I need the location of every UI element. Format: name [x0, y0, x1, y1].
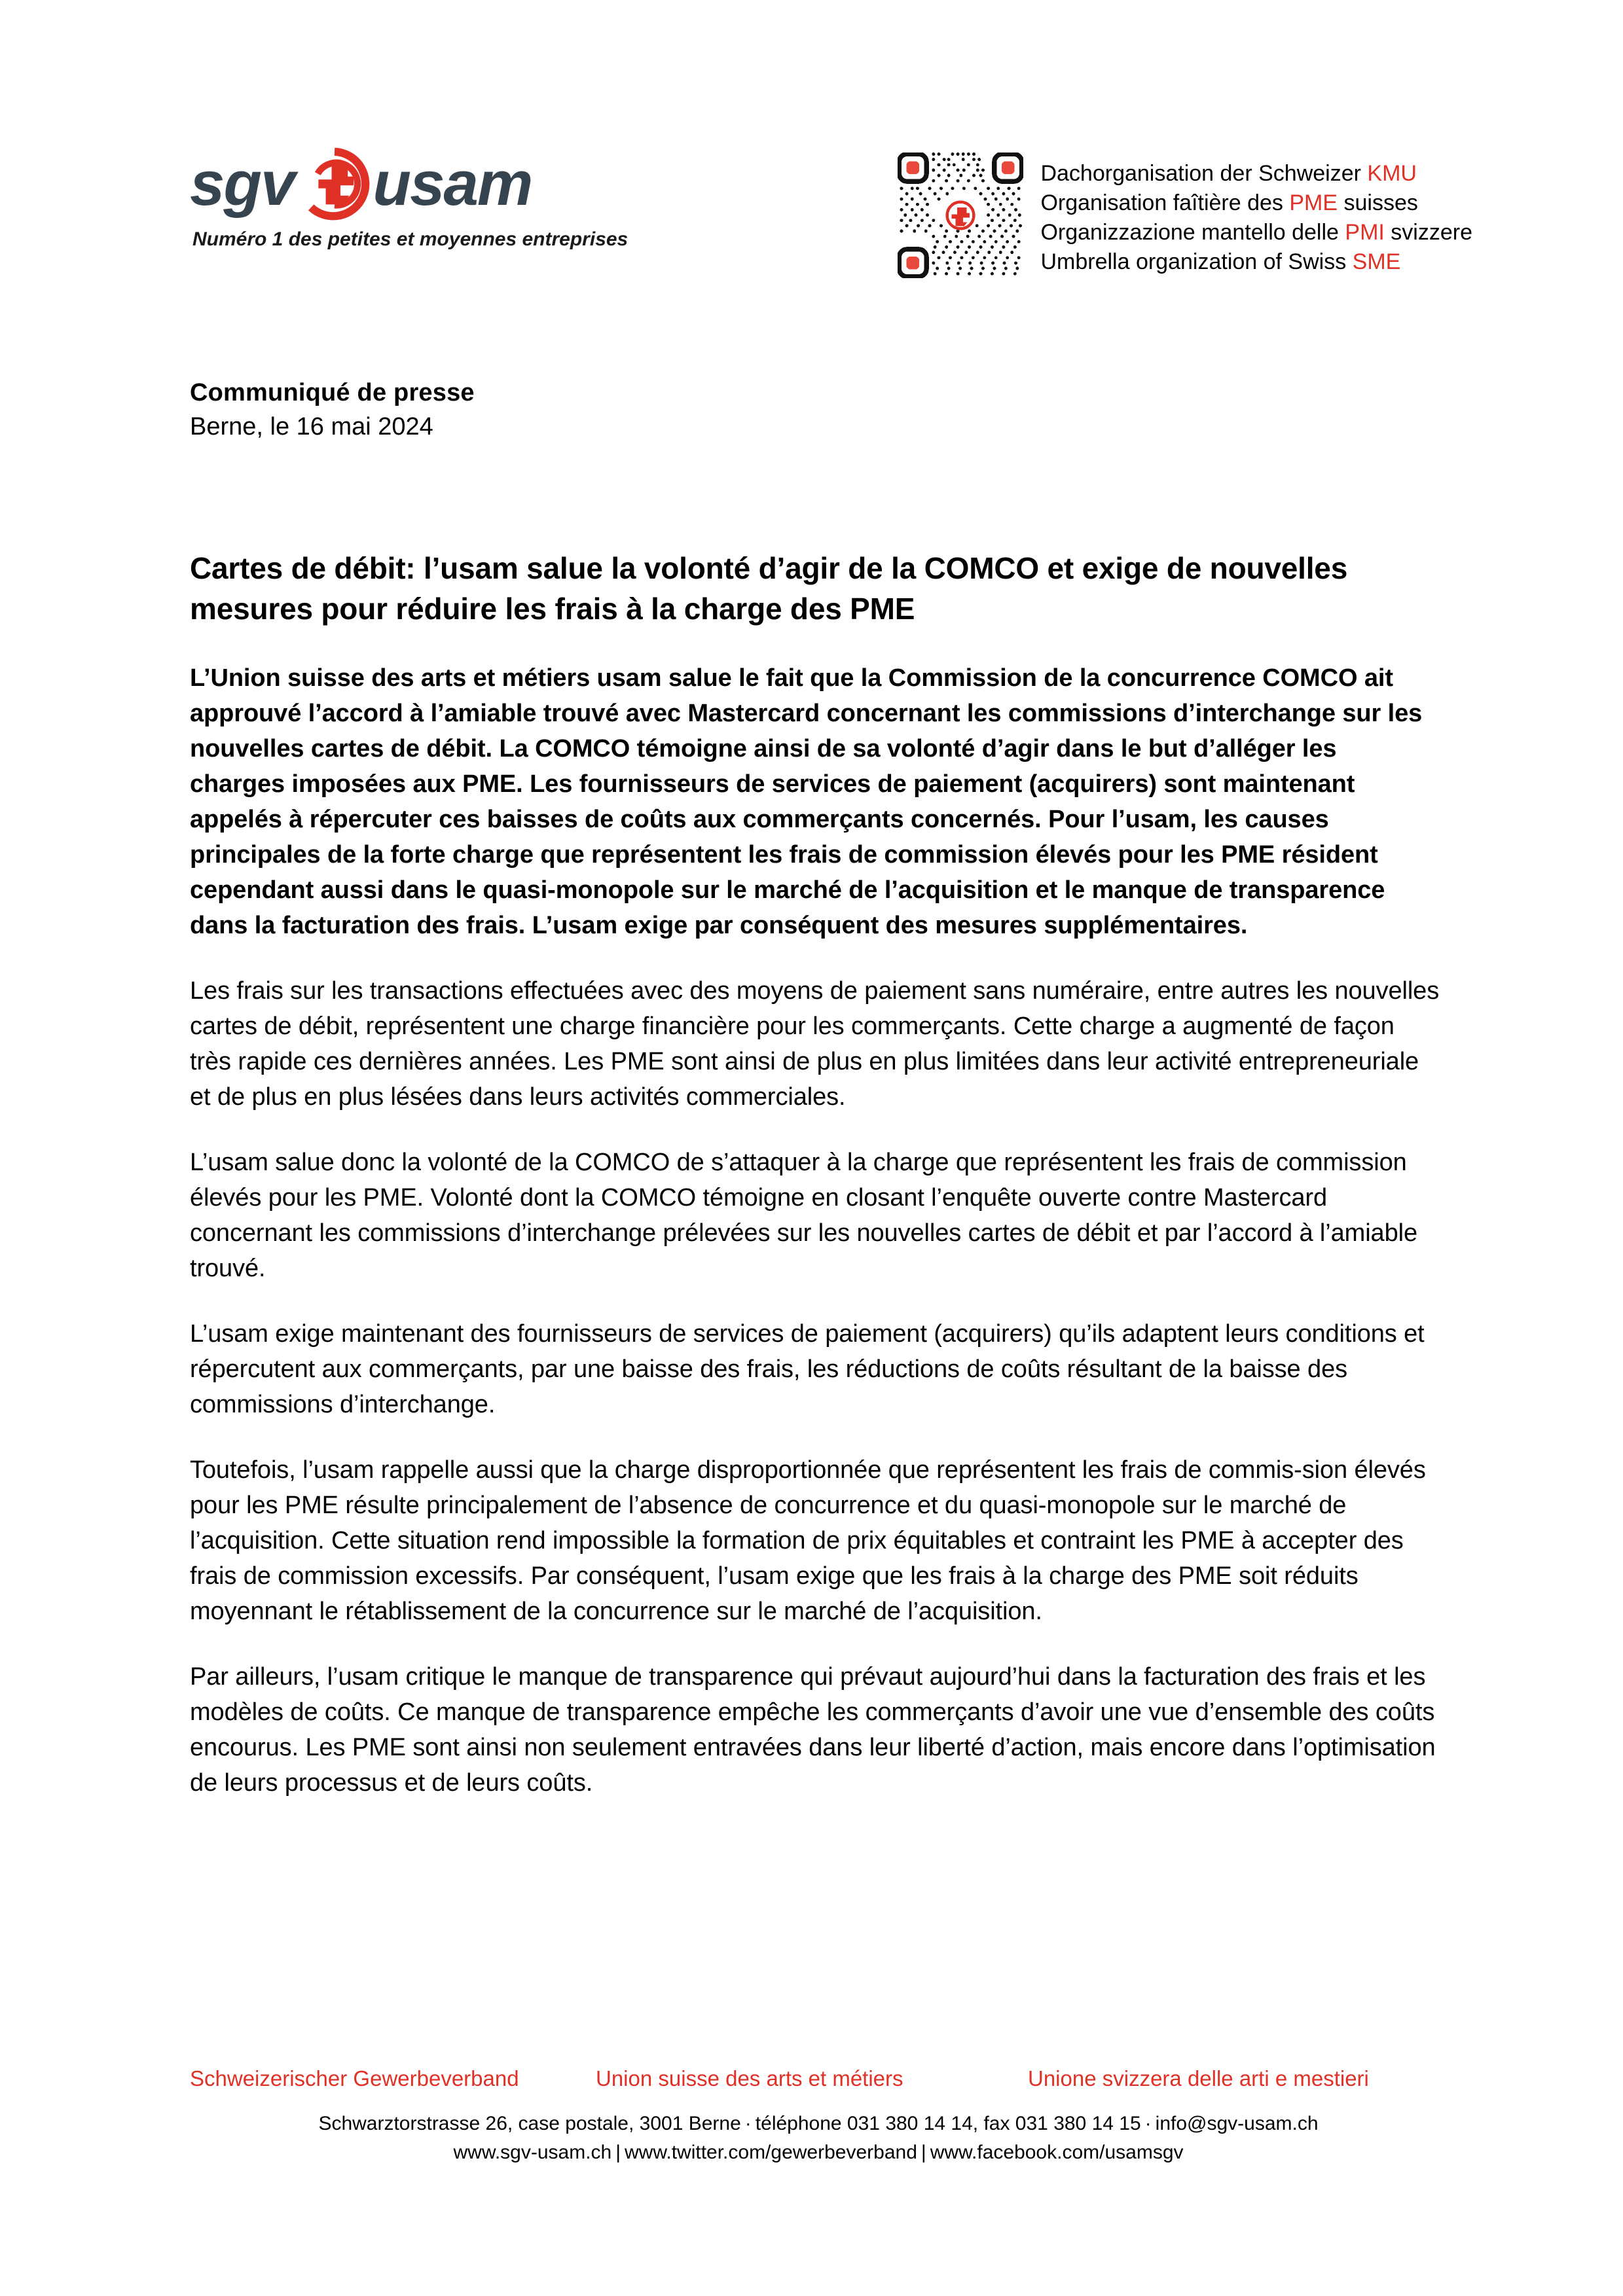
footer-separator-3: |	[615, 2142, 621, 2163]
footer-website-link[interactable]: www.sgv-usam.ch	[453, 2142, 612, 2163]
footer-links-line	[190, 2138, 1447, 2167]
language-line-fr	[1040, 188, 1472, 218]
logo-text-usam: usam	[373, 149, 532, 219]
lang-de-highlight: KMU	[1367, 161, 1417, 186]
footer-phone: téléphone 031 380 14 14, fax 031 380 14 15	[755, 2113, 1141, 2134]
document-body	[190, 376, 1447, 1825]
qr-language-block	[898, 152, 1472, 278]
language-line-de	[1040, 159, 1472, 188]
language-list	[1040, 152, 1472, 277]
dateline: Berne, le 16 mai 2024	[190, 413, 433, 440]
body-paragraph-1: Les frais sur les transactions effectuées avec des moyens de paiement sans numéraire, entre autres les nouvelles cartes de débit, représentent une charge financière pour les commerçants. Cette charge a augmenté de façon très rapide ces dernières années. Les PME sont ainsi de plus en plus limitées dans leur activité entrepreneuriale et de plus en plus lésées dans leurs activités commerciales.	[190, 977, 1440, 1111]
page-title: Cartes de débit: l’usam salue la volonté d’agir de la COMCO et exige de nouvelles mesures pour réduire les frais à la charge des PME	[190, 551, 1348, 626]
lang-fr-highlight: PME	[1289, 190, 1338, 215]
footer-email-link[interactable]: info@sgv-usam.ch	[1155, 2113, 1319, 2134]
lang-en-highlight: SME	[1352, 249, 1401, 274]
usam-emblem-icon	[298, 147, 371, 221]
lang-fr-after: suisses	[1338, 190, 1418, 215]
logo-text-sgv: sgv	[190, 149, 295, 219]
document-header	[190, 147, 1472, 278]
footer-contact-line	[190, 2109, 1447, 2138]
footer-separator-4: |	[921, 2142, 926, 2163]
language-line-en	[1040, 247, 1472, 277]
language-line-it	[1040, 218, 1472, 247]
lang-en-before: Umbrella organization of Swiss	[1040, 249, 1353, 274]
body-paragraph-5: Par ailleurs, l’usam critique le manque de transparence qui prévaut aujourd’hui dans la facturation des frais et les modèles de coûts. Ce manque de transparence empêche les commerçants d’avoir une vue d’ensemble des coûts encourus. Les PME sont ainsi non seulement entravées dans leur liberté d’action, mais encore dans l’optimisation de leurs processus et de leurs coûts.	[190, 1663, 1436, 1797]
footer-separator-2: ·	[1144, 2113, 1152, 2134]
footer-address: Schwarztorstrasse 26, case postale, 3001 Berne	[318, 2113, 741, 2134]
footer-org-fr: Union suisse des arts et métiers	[596, 2066, 903, 2090]
lang-it-after: svizzere	[1384, 220, 1472, 245]
usam-logo	[190, 147, 629, 251]
body-paragraph-3: L’usam exige maintenant des fournisseurs de services de paiement (acquirers) qu’ils adaptent leurs conditions et répercutent aux commerçants, par une baisse des frais, les réductions de coûts résultant de la baisse des commissions d’interchange.	[190, 1320, 1425, 1418]
footer-twitter-link[interactable]: www.twitter.com/gewerbeverband	[625, 2142, 917, 2163]
lang-fr-before: Organisation faîtière des	[1040, 190, 1290, 215]
footer-separator-1: ·	[744, 2113, 752, 2134]
footer-facebook-link[interactable]: www.facebook.com/usamsgv	[930, 2142, 1184, 2163]
logo-wordmark	[190, 147, 609, 221]
qr-code-icon[interactable]	[898, 152, 1023, 278]
footer-org-it: Unione svizzera delle arti e mestieri	[1028, 2066, 1369, 2090]
document-footer	[190, 2065, 1447, 2167]
document-type-label: Communiqué de presse	[190, 379, 475, 406]
lang-it-before: Organizzazione mantello delle	[1040, 220, 1345, 245]
lead-paragraph: L’Union suisse des arts et métiers usam salue le fait que la Commission de la concurrence COMCO ait approuvé l’accord à l’amiable trouvé avec Mastercard concernant les commissions d’interchange sur les nouvelles cartes de débit. La COMCO témoigne ainsi de sa volonté d’agir dans le but d’alléger les charges imposées aux PME. Les fournisseurs de services de paiement (acquirers) sont maintenant appelés à répercuter ces baisses de coûts aux commerçants concernés. Pour l’usam, les causes principales de la forte charge que représentent les frais de commission élevés pour les PME résident cependant aussi dans le quasi-monopole sur le marché de l’acquisition et le manque de transparence dans la facturation des frais. L’usam exige par conséquent des mesures supplémentaires.	[190, 664, 1423, 939]
lang-it-highlight: PMI	[1345, 220, 1385, 245]
lang-de-before: Dachorganisation der Schweizer	[1040, 161, 1368, 186]
body-paragraph-2: L’usam salue donc la volonté de la COMCO de s’attaquer à la charge que représentent les frais de commission élevés pour les PME. Volonté dont la COMCO témoigne en closant l’enquête ouverte contre Mastercard concernant les commissions d’interchange prélevées sur les nouvelles cartes de débit et par l’accord à l’amiable trouvé.	[190, 1149, 1417, 1282]
body-paragraph-4: Toutefois, l’usam rappelle aussi que la charge disproportionnée que représentent les frais de commis-sion élevés pour les PME résulte principalement de l’absence de concurrence et du quasi-monopole sur le marché de l’acquisition. Cette situation rend impossible la formation de prix équitables et contraint les PME à accepter des frais de commission excessifs. Par conséquent, l’usam exige que les frais à la charge des PME soit réduits moyennant le rétablissement de la concurrence sur le marché de l’acquisition.	[190, 1456, 1426, 1625]
footer-org-de: Schweizerischer Gewerbeverband	[190, 2066, 519, 2090]
footer-org-names	[190, 2065, 1447, 2095]
logo-tagline: Numéro 1 des petites et moyennes entreprises	[192, 228, 629, 250]
